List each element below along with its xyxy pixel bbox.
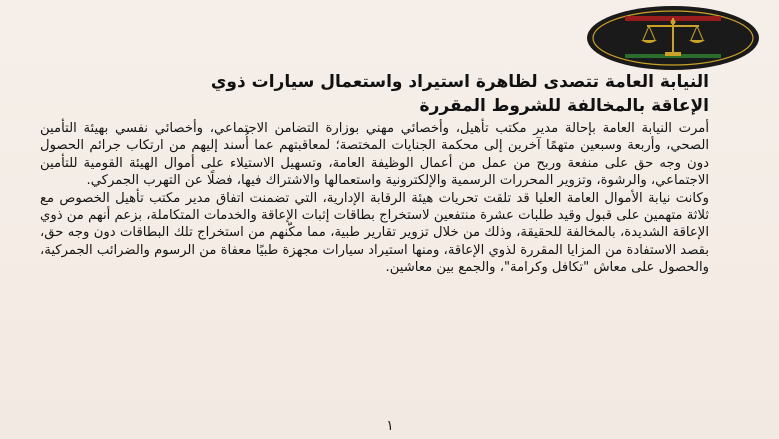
paragraph-2: وكانت نيابة الأموال العامة العليا قد تلقت تحريات هيئة الرقابة الإدارية، التي تضمنت اتفاق مدير مكتب تأهيل الخصوص مع ثلاثة متهمين على قبول وقيد طلبات عشرة منتفعين لاستخراج بطاقات إثبات الإعاقة والخدمات المتكاملة، بزعم أنهم من ذوي الإعاقة الشديدة، بالمخالفة للحقيقة، وذلك من خلال تزوير تقارير طبية، مما مكّنهم من استخراج تلك البطاقات دون وجه حق، بقصد الاستفادة من المزايا المقررة لذوي الإعاقة، ومنها استيراد سيارات مجهزة طبيًا معفاة من الرسوم والضرائب الجمركية، والحصول على معاش "تكافل وكرامة"، والجمع بين معاشين. [40,190,709,276]
paragraph-1: أمرت النيابة العامة بإحالة مدير مكتب تأهيل، وأخصائي مهني بوزارة التضامن الاجتماعي، وأخصائي نفسي بهيئة التأمين الصحي، وأربعة وسبعين متهمًا آخرين إلى محكمة الجنايات المختصة؛ لمعاقبتهم عما أُسند إليهم من ارتكاب جرائم الحصول دون وجه حق على منفعة وربح من عمل من أعمال الوظيفة العامة، وتسهيل الاستيلاء على أموال الهيئة القومية للتأمين الاجتماعي، والرشوة، وتزوير المحررات الرسمية والإلكترونية واستعمالها والاشتراك فيها، فضلًا عن التهرب الجمركي. [40,121,709,189]
public-prosecution-logo [585,4,761,72]
document-body [40,120,709,277]
scales-of-justice-emblem-icon [585,4,761,72]
title-line-2: الإعاقة بالمخالفة للشروط المقررة [419,96,709,116]
document-title [109,70,709,118]
page-number: ١ [386,418,394,434]
title-line-1: النيابة العامة تتصدى لظاهرة استيراد واستعمال سيارات ذوي [210,72,709,92]
